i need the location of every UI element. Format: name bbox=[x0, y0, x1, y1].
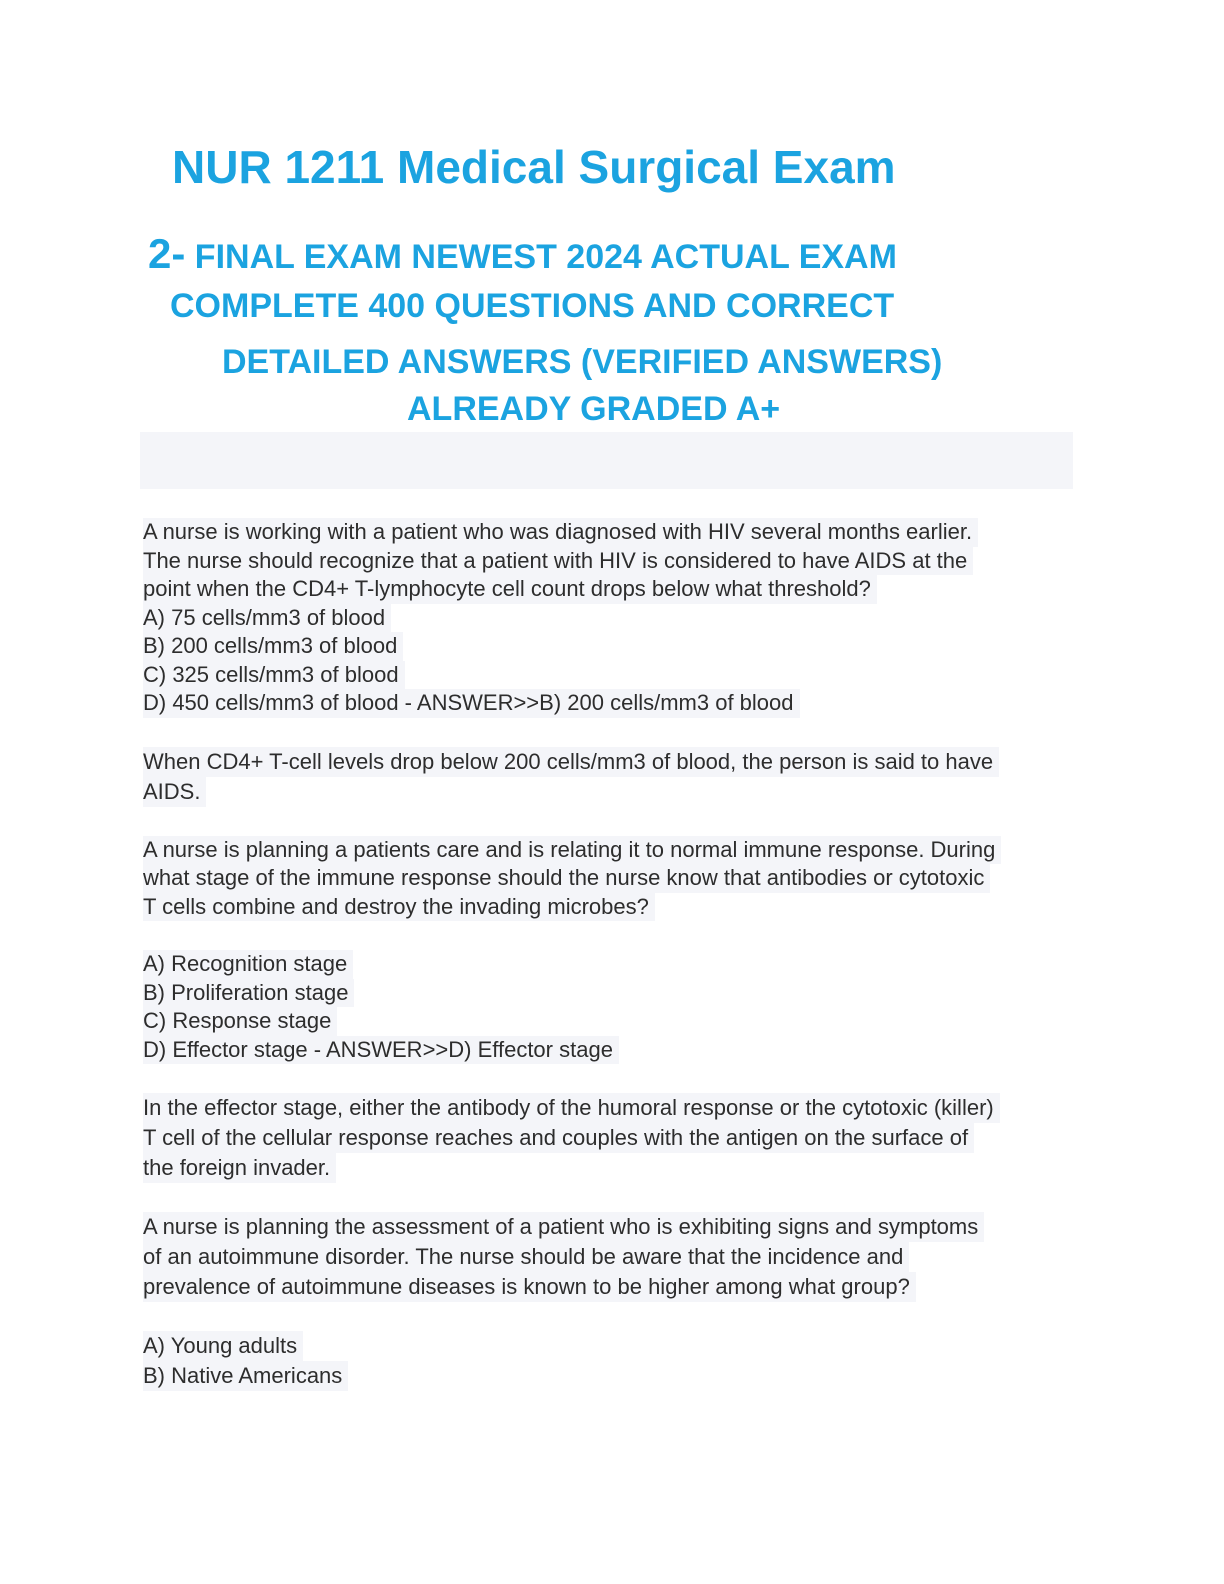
answer-option: A) 75 cells/mm3 of blood bbox=[143, 604, 391, 633]
answer-option: A) Recognition stage bbox=[143, 950, 353, 979]
question-line: A nurse is working with a patient who was diagnosed with HIV several months earlier. bbox=[143, 518, 978, 547]
document-body bbox=[143, 518, 1073, 1391]
document-subtitle-line-4: ALREADY GRADED A+ bbox=[407, 390, 781, 428]
document-subtitle-line-1 bbox=[148, 230, 897, 278]
rationale-line: In the effector stage, either the antibody of the humoral response or the cytotoxic (killer) bbox=[143, 1093, 1000, 1123]
question-line: A nurse is planning a patients care and is relating it to normal immune response. During bbox=[143, 836, 1001, 865]
question-line: The nurse should recognize that a patient with HIV is considered to have AIDS at the bbox=[143, 547, 973, 576]
question-line: A nurse is planning the assessment of a patient who is exhibiting signs and symptoms bbox=[143, 1212, 984, 1242]
question-line: of an autoimmune disorder. The nurse should be aware that the incidence and bbox=[143, 1242, 909, 1272]
answer-option: B) Native Americans bbox=[143, 1361, 348, 1391]
document-title: NUR 1211 Medical Surgical Exam bbox=[172, 141, 896, 193]
subtitle-number: 2- bbox=[148, 230, 186, 277]
document-subtitle-line-2: COMPLETE 400 QUESTIONS AND CORRECT bbox=[170, 287, 895, 325]
rationale-line: AIDS. bbox=[143, 777, 206, 807]
question-2-options bbox=[143, 950, 1073, 1064]
answer-option: C) 325 cells/mm3 of blood bbox=[143, 661, 405, 690]
question-1 bbox=[143, 518, 1073, 718]
subtitle-line-1-text: FINAL EXAM NEWEST 2024 ACTUAL EXAM bbox=[185, 238, 897, 276]
answer-option-with-key: D) Effector stage - ANSWER>>D) Effector stage bbox=[143, 1036, 619, 1065]
highlight-banner bbox=[140, 432, 1073, 489]
question-2 bbox=[143, 836, 1073, 922]
question-line: T cells combine and destroy the invading microbes? bbox=[143, 893, 655, 922]
answer-option-with-key: D) 450 cells/mm3 of blood - ANSWER>>B) 200 cells/mm3 of blood bbox=[143, 689, 800, 718]
answer-option: C) Response stage bbox=[143, 1007, 337, 1036]
answer-option: A) Young adults bbox=[143, 1331, 303, 1361]
question-line: prevalence of autoimmune diseases is known to be higher among what group? bbox=[143, 1272, 916, 1302]
question-line: what stage of the immune response should the nurse know that antibodies or cytotoxic bbox=[143, 864, 990, 893]
rationale-line: When CD4+ T-cell levels drop below 200 cells/mm3 of blood, the person is said to have bbox=[143, 747, 999, 777]
rationale-line: the foreign invader. bbox=[143, 1153, 336, 1183]
question-line: point when the CD4+ T-lymphocyte cell count drops below what threshold? bbox=[143, 575, 877, 604]
rationale-1 bbox=[143, 747, 1073, 807]
question-3 bbox=[143, 1212, 1073, 1302]
rationale-line: T cell of the cellular response reaches and couples with the antigen on the surface of bbox=[143, 1123, 974, 1153]
rationale-2 bbox=[143, 1093, 1073, 1183]
answer-option: B) 200 cells/mm3 of blood bbox=[143, 632, 403, 661]
document-subtitle-line-3: DETAILED ANSWERS (VERIFIED ANSWERS) bbox=[222, 343, 943, 381]
answer-option: B) Proliferation stage bbox=[143, 979, 354, 1008]
question-3-options bbox=[143, 1331, 1073, 1391]
